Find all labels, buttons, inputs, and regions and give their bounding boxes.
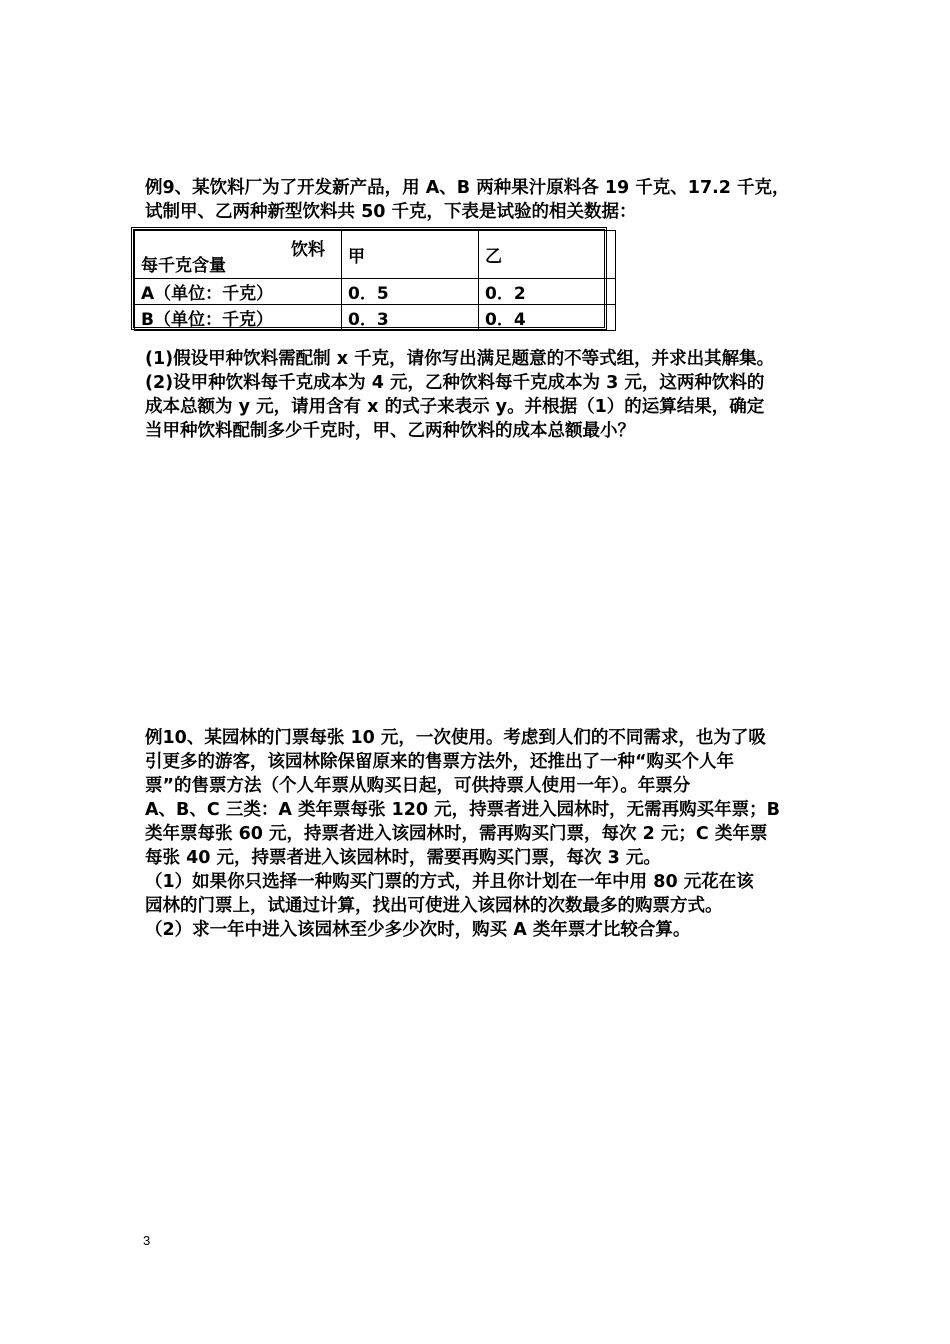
example-9-questions [145,347,825,443]
table-cell: 0．4 [479,305,616,331]
table-row [135,279,616,305]
table-cell: 0．2 [479,279,616,305]
table-row-label: B（单位：千克） [135,305,342,331]
table-corner-cell [135,231,342,279]
table-row-label: A（单位：千克） [135,279,342,305]
text-line: 每张 40 元，持票者进入该园林时，需要再购买门票，每次 3 元。 [145,848,661,868]
page-number: 3 [143,1233,151,1248]
text-line: 引更多的游客，该园林除保留原来的售票方法外，还推出了一种“购买个人年 [145,752,734,772]
corner-label-bottom: 每千克含量 [141,256,226,276]
example-9-intro [145,176,825,224]
example-10 [145,726,825,942]
table-header-row [135,231,616,279]
corner-label-top: 饮料 [291,240,325,260]
table-row [135,305,616,331]
text-line: 试制甲、乙两种新型饮料共 50 千克，下表是试验的相关数据： [145,202,637,222]
text-line: 类年票每张 60 元，持票者进入该园林时，需再购买门票，每次 2 元；C 类年票 [145,824,768,844]
text-line: 当甲种饮料配制多少千克时，甲、乙两种饮料的成本总额最小？ [145,421,635,441]
text-line: 票”的售票方法（个人年票从购买日起，可供持票人使用一年）。年票分 [145,776,691,796]
table-header-cell: 甲 [342,231,479,279]
data-table [131,227,607,330]
table-cell: 0．5 [342,279,479,305]
text-line: 例9、某饮料厂为了开发新产品，用 A、B 两种果汁原料各 19 千克、17.2 千克， [145,178,790,198]
text-line: A、B、C 三类：A 类年票每张 120 元，持票者进入园林时，无需再购买年票；B [145,800,781,820]
text-line: 园林的门票上，试通过计算，找出可使进入该园林的次数最多的购票方式。 [145,896,723,916]
text-line: 成本总额为 y 元，请用含有 x 的式子来表示 y。并根据（1）的运算结果，确定 [145,397,765,417]
text-line: (2)设甲种饮料每千克成本为 4 元，乙种饮料每千克成本为 3 元，这两种饮料的 [145,373,765,393]
text-line: 例10、某园林的门票每张 10 元，一次使用。考虑到人们的不同需求，也为了吸 [145,728,766,748]
table-cell: 0．3 [342,305,479,331]
text-line: （2）求一年中进入该园林至少多少次时，购买 A 类年票才比较合算。 [145,920,691,940]
table-header-cell: 乙 [479,231,616,279]
text-line: （1）如果你只选择一种购买门票的方式，并且你计划在一年中用 80 元花在该 [145,872,754,892]
text-line: (1)假设甲种饮料需配制 x 千克，请你写出满足题意的不等式组，并求出其解集。 [145,349,775,369]
